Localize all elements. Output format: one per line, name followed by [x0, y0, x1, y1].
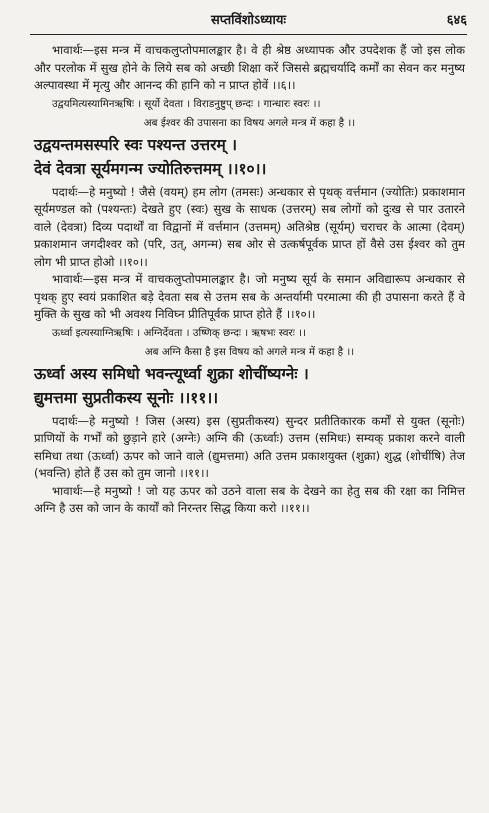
mantra-11-line-1: ऊर्ध्वा अस्य समिधो भवन्त्यूर्ध्वा शुक्रा शोचींष्यग्नेः । [34, 364, 309, 383]
topic-intro-11: अब अग्नि कैसा है इस विषय को अगले मन्त्र में कहा है ।। [144, 346, 355, 358]
mantra-10-line-2: देवं देवत्रा सूर्यमगन्म ज्योतिरुत्तमम् ।।१०।। [34, 159, 267, 178]
bhavartha-11: भावार्थः—हे मनुष्यो ! जो यह ऊपर को उठने वाला सब के देखने का हेतु सब की रक्षा का निमित्त अग्नि है उस को जान के कार्यों को निरन्तर सिद्ध किया करो ।।११।। [34, 483, 465, 515]
bhavartha-10: भावार्थः—इस मन्त्र में वाचकलुप्तोपमालङ्कार है। जो मनुष्य सूर्य के समान अविद्यारूप अन्धकार से पृथक् हुए स्वयं प्रकाशित बड़े देवता सब से उत्तम सब के अन्तर्यामी परमात्मा की ही उपासना करते हैं वे मुक्ति के सुख को भी अवश्य निविघ्न प्रीतिपूर्वक प्राप्त होते हैं ।।१०।। [34, 272, 465, 321]
mantra-10-line-1: उद्वयन्तमसस्परि स्वः पश्यन्त उत्तरम् । [34, 135, 237, 154]
bhavartha-9: भावार्थः—इस मन्त्र में वाचकलुप्तोपमालङ्कार है। वे ही श्रेष्ठ अध्यापक और उपदेशक हैं जो इस लोक और परलोक में सुख होने के लिये सब को अच्छी शिक्षा करें जिससे ब्रह्मचर्यादि कर्मों का सेवन कर मनुष्य अल्पावस्था में मृत्यु और आनन्द की हानि को न प्राप्त होवें ।।६।। [34, 43, 465, 92]
header-rule [30, 34, 467, 35]
mantra-metadata-10: उद्वयमित्यस्यामिनऋषिः । सूर्यो देवता । विराडनुष्टुप् छन्दः । गान्धारः स्वरः ।। [52, 97, 321, 110]
chapter-title: सप्तविंशोऽध्यायः [210, 13, 287, 28]
page-body [34, 42, 465, 518]
mantra-11-line-2: द्युमत्तमा सुप्रतीकस्य सूनोः ।।११।। [34, 388, 219, 407]
page-header [30, 4, 467, 34]
padartha-10: पदार्थः—हे मनुष्यो ! जैसे (वयम्) हम लोग (तमसः) अन्धकार से पृथक् वर्त्तमान (ज्योतिः) प्रकाशमान सूर्यमण्डल को (पश्यन्तः) देखते हुए (स्वः) सुख के साधक (उत्तरम्) सब लोगों को दुःख से पार उतारने वाले (देवत्रा) दिव्य पदार्थों वा विद्वानों में वर्त्तमान (उत्तमम्) अतिश्रेष्ठ (सूर्यम्) चराचर के आत्मा (देवम्) प्रकाशमान जगदीश्वर को (परि, उत्, अगन्म) सब ओर से उत्कर्षपूर्वक प्राप्त हों वैसे उस ईश्वर को तुम लोग भी प्राप्त होओ ।।१०।। [34, 184, 465, 269]
topic-intro-10: अब ईश्वर की उपासना का विषय अगले मन्त्र में कहा है ।। [143, 117, 356, 129]
padartha-11: पदार्थः—हे मनुष्यो ! जिस (अस्य) इस (सुप्रतीकस्य) सुन्दर प्रतीतिकारक कर्मों से युक्त (सूनोः) प्राणियों के गर्भों को छुड़ाने हारे (अग्नेः) अग्नि की (ऊर्ध्वाः) उत्तम (समिधः) सम्यक् प्रकाश करने वाली समिधा तथा (ऊर्ध्वा) ऊपर को जाने वाले (द्युमत्तमा) अति उत्तम प्रकाशयुक्त (शुक्रा) शुद्ध (शोचींषि) तेज (भवन्ति) होते हैं उस को तुम जानो ।।११।। [34, 413, 465, 480]
page-number: ६४६ [446, 13, 467, 28]
mantra-metadata-11: ऊर्ध्वा इत्यस्याग्निऋषिः । अग्निर्देवता । उष्णिक् छन्दः । ऋषभः स्वरः ।। [52, 326, 306, 339]
